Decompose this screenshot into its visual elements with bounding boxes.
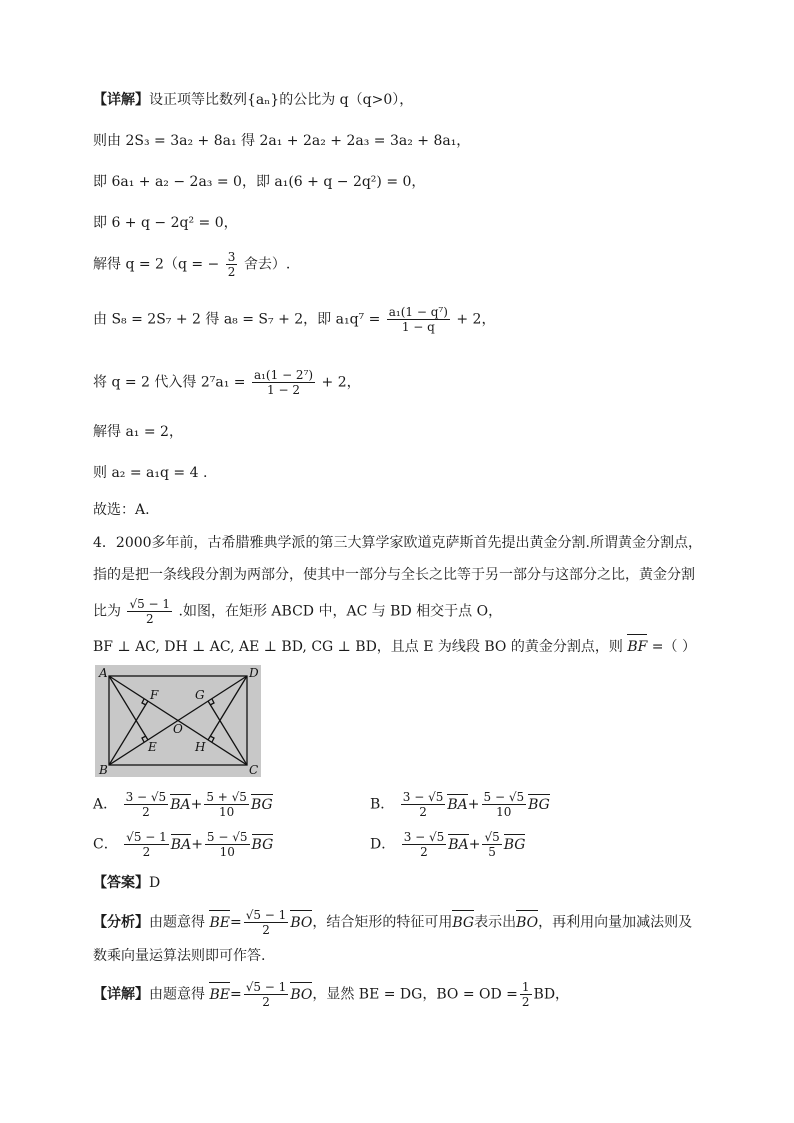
line-text: ，结合矩形的特征可用 [312, 914, 453, 931]
fraction-numerator: a₁(1 − 2⁷) [253, 368, 314, 382]
solution-line-9: 则 a₂ = a₁q = 4 . [93, 465, 208, 481]
segment-cg [208, 701, 247, 765]
label-h: H [195, 740, 206, 754]
fraction-numerator: √5 [484, 830, 500, 844]
fraction-denominator: 5 [488, 845, 496, 859]
line-text: .如图，在矩形 ABCD 中，AC 与 BD 相交于点 O， [178, 603, 503, 620]
segment-bf [109, 701, 148, 765]
fraction-denominator: 10 [496, 805, 512, 819]
fraction-denominator: 2 [419, 805, 427, 819]
rectangle-figure [95, 665, 261, 777]
analysis-line-2: 数乘向量运算法则即可作答. [93, 948, 266, 964]
fraction-denominator: 2 [521, 995, 530, 1009]
line-text: ，再利用向量加减法则及 [538, 914, 693, 931]
fraction-denominator: 10 [219, 845, 235, 859]
solution-line-2: 则由 2S₃ = 3a₂ + 8a₁ 得 2a₁ + 2a₂ + 2a₃ = 3a₂ + 8a₁， [93, 133, 471, 149]
vector-bo: BO [290, 909, 312, 933]
answer-tag: 【答案】 [93, 875, 149, 891]
line-text: BF ⊥ AC, DH ⊥ AC, AE ⊥ BD, CG ⊥ BD，且点 E 为线段 BO 的黄金分割点，则 [93, 639, 623, 655]
vector-bg: BG [252, 833, 274, 853]
equals-sign: = [229, 986, 242, 1003]
line-text: 由 S₈ = 2S₇ + 2 得 a₈ = S₇ + 2，即 a₁q⁷ = [93, 311, 381, 328]
vector-bo: BO [516, 909, 538, 933]
fraction-denominator: 2 [420, 845, 428, 859]
option-b[interactable] [370, 790, 550, 819]
fraction [124, 790, 169, 819]
fraction [244, 908, 289, 937]
label-g: G [195, 688, 205, 702]
fraction-numerator: 3 − √5 [125, 790, 167, 804]
fraction [127, 597, 172, 626]
fraction-denominator: 2 [145, 612, 154, 626]
vector-bg: BG [251, 793, 273, 813]
fraction [482, 790, 527, 819]
solution-line-8: 解得 a₁ = 2， [93, 424, 183, 440]
question-4-line-2: 指的是把一条线段分割为两部分，使其中一部分与全长之比等于另一部分与这部分之比，黄金分割 [93, 567, 695, 583]
option-label: B． [370, 796, 395, 813]
solution-line-7 [93, 368, 361, 397]
fraction-denominator: 10 [218, 805, 235, 819]
solution-line-6 [93, 305, 495, 334]
line-text: 比为 [93, 603, 121, 620]
plus-sign: + [190, 796, 203, 813]
line-text: 解得 q = 2（q = − [93, 256, 220, 273]
plus-sign: + [191, 836, 203, 853]
line-text: 将 q = 2 代入得 2⁷a₁ = [93, 374, 246, 391]
fraction [204, 790, 249, 819]
line-text: 由题意得 [149, 914, 205, 931]
label-o: O [173, 722, 183, 736]
fraction [205, 830, 250, 859]
fraction-numerator: 3 − √5 [403, 830, 445, 844]
fraction-numerator: √5 − 1 [129, 597, 171, 611]
vector-be: BE [209, 981, 230, 1005]
fraction [387, 305, 450, 334]
fraction-numerator: √5 − 1 [245, 908, 287, 922]
line-text: 设正项等比数列{aₙ}的公比为 q（q>0）， [149, 92, 414, 108]
solution-line-4: 即 6 + q − 2q² = 0， [93, 215, 238, 231]
line-text: =（ ） [651, 639, 696, 655]
fraction-numerator: a₁(1 − q⁷) [388, 305, 448, 319]
option-label: C． [93, 836, 118, 853]
answer-line [93, 873, 160, 893]
fraction [482, 830, 501, 859]
label-c: C [249, 763, 259, 777]
fraction-denominator: 2 [262, 923, 270, 937]
segment-ae [109, 676, 148, 740]
equals-sign: = [229, 914, 242, 931]
line-text: BD， [533, 986, 570, 1003]
fraction-denominator: 2 [142, 845, 151, 859]
question-4-line-1: 4．2000多年前，古希腊雅典学派的第三大算学家欧道克萨斯首先提出黄金分割.所谓黄金分割点， [93, 535, 702, 551]
question-4-line-4 [93, 633, 696, 657]
analysis-line-1 [93, 908, 692, 937]
analysis-tag: 【分析】 [93, 914, 149, 931]
rectangle-diagram [95, 665, 261, 777]
fraction-denominator: 1 − 2 [267, 383, 300, 397]
plus-sign: + [468, 836, 481, 853]
fraction [401, 790, 446, 819]
line-text: ，显然 BE = DG，BO = OD = [312, 986, 518, 1003]
question-4-line-3 [93, 597, 502, 626]
line-text: + 2， [321, 374, 361, 391]
label-e: E [148, 740, 157, 754]
line-text: 舍去）. [243, 256, 291, 273]
line-text: + 2， [456, 311, 496, 328]
fraction-denominator: 1 − q [401, 320, 435, 334]
vector-ba: BA [447, 793, 467, 813]
solution-line-10: 故选：A. [93, 502, 150, 518]
fraction-denominator: 2 [227, 265, 236, 279]
fraction-numerator: √5 − 1 [245, 980, 287, 994]
detail-tag: 【详解】 [93, 986, 149, 1003]
option-d[interactable] [370, 830, 525, 859]
answer-value: D [149, 875, 161, 891]
vector-bg: BG [528, 793, 550, 813]
fraction [520, 980, 532, 1009]
solution-line-1 [93, 90, 413, 110]
fraction [124, 830, 169, 859]
fraction-denominator: 2 [142, 805, 150, 819]
vector-bg: BG [504, 833, 526, 853]
detail-tag: 【详解】 [93, 92, 149, 108]
line-text: 表示出 [474, 914, 517, 931]
fraction [252, 368, 315, 397]
fraction-numerator: 3 [227, 250, 236, 264]
option-label: D． [370, 836, 396, 853]
fraction-numerator: √5 − 1 [126, 830, 167, 844]
label-d: D [249, 666, 259, 680]
option-label: A． [93, 796, 118, 813]
fraction-numerator: 1 [521, 980, 530, 994]
option-a[interactable] [93, 790, 273, 819]
option-c[interactable] [93, 830, 273, 859]
label-a: A [99, 666, 108, 680]
fraction-numerator: 5 − √5 [483, 790, 525, 804]
label-f: F [150, 688, 159, 702]
vector-bo: BO [290, 981, 312, 1005]
vector-ba: BA [170, 793, 190, 813]
fraction [244, 980, 289, 1009]
line-text: 由题意得 [149, 986, 205, 1003]
detail-line [93, 980, 569, 1009]
fraction-denominator: 2 [262, 995, 270, 1009]
label-b: B [99, 763, 108, 777]
vector-bf: BF [627, 633, 647, 657]
fraction [402, 830, 447, 859]
vector-ba: BA [448, 833, 468, 853]
fraction-numerator: 5 − √5 [206, 830, 248, 844]
fraction-numerator: 5 + √5 [206, 790, 247, 804]
plus-sign: + [467, 796, 480, 813]
segment-dh [208, 676, 247, 740]
vector-be: BE [209, 909, 230, 933]
fraction-numerator: 3 − √5 [402, 790, 444, 804]
vector-bg: BG [452, 909, 474, 933]
solution-line-5 [93, 250, 290, 279]
vector-ba: BA [171, 833, 191, 853]
solution-line-3: 即 6a₁ + a₂ − 2a₃ = 0，即 a₁(6 + q − 2q²) = 0， [93, 174, 426, 190]
fraction [226, 250, 238, 279]
